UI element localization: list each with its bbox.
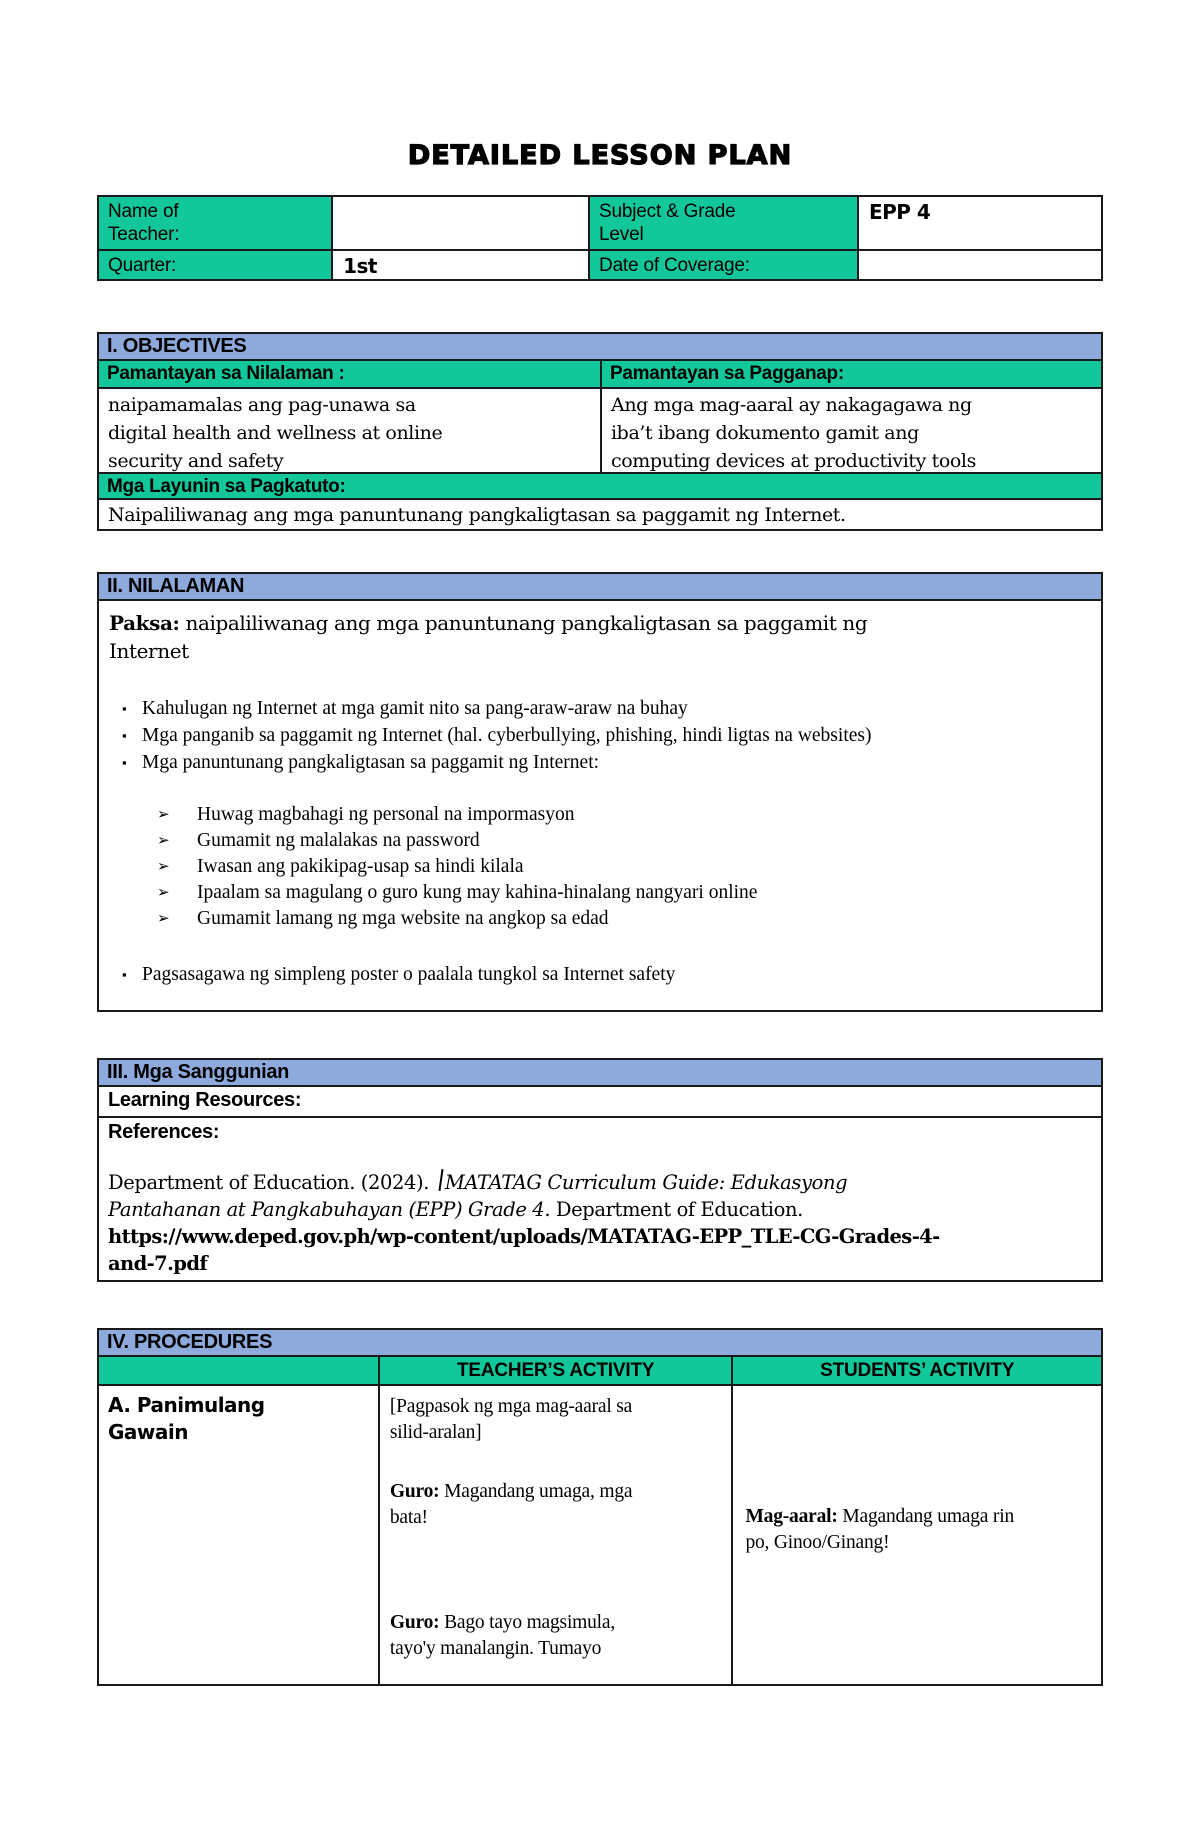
arrow-bullet-icon: ➢ [157,833,170,849]
layunin-header: Mga Layunin sa Pagkatuto: [99,474,1101,498]
stage-direction: [Pagpasok ng mga mag-aaral sa silid-aralan] [389,1396,633,1443]
student-activity-header: STUDENTS’ ACTIVITY [731,1357,1101,1384]
paksa-label: Paksa: [109,611,180,635]
topic-bullet-list [109,695,1091,776]
procedures-section-title: IV. PROCEDURES [99,1330,1101,1355]
arrow-bullet-icon: ➢ [157,807,170,823]
list-item: ➢ Gumamit ng malalakas na password [109,828,1091,854]
references-cell [99,1118,1101,1280]
subject-grade-value: EPP 4 [857,197,1101,249]
procedures-header-row [99,1355,1101,1384]
paksa-paragraph: Paksa: naipaliliwanag ang mga panuntunang pangkaligtasan sa paggamit ng Internet [109,611,868,663]
info-row-2 [99,249,1101,279]
info-row-1 [99,197,1101,249]
list-item: ➢ Iwasan ang pakikipag-usap sa hindi kilala [109,854,1091,880]
teacher-activity-header: TEACHER’S ACTIVITY [378,1357,732,1384]
nilalaman-table [97,572,1103,1012]
list-item: ▪ Pagsasagawa ng simpleng poster o paalala tungkol sa Internet safety [109,961,1091,988]
list-item: ▪ Mga panuntunang pangkaligtasan sa paggamit ng Internet: [109,749,1091,776]
nilalaman-body [99,601,1101,1010]
panimulang-gawain-label: A. Panimulang Gawain [108,1393,265,1444]
objectives-section-title: I. OBJECTIVES [99,334,1101,359]
references-label: References: [108,1121,220,1143]
reference-url: and-7.pdf [108,1252,208,1275]
procedures-table [97,1328,1103,1686]
guro-dialogue-2: Guro: Bago tayo magsimula, tayo'y manalangin. Tumayo [389,1612,616,1659]
pamantayan-nilalaman-header: Pamantayan sa Nilalaman : [99,361,600,387]
objectives-header-row [99,359,1101,387]
info-table [97,195,1103,281]
arrow-bullet-icon: ➢ [157,859,170,875]
subject-grade-label: Subject & Grade Level [588,197,857,249]
arrow-bullet-icon: ➢ [157,911,170,927]
name-of-teacher-label: Name of Teacher: [99,197,331,249]
sanggunian-table [97,1058,1103,1282]
guro-dialogue-1: Guro: Magandang umaga, mga bata! [389,1481,633,1528]
pamantayan-pagganap-body: Ang mga mag-aaral ay nakagagawa ng iba’t ibang dokumento gamit ang computing devices at productivity tools [600,389,1101,472]
date-coverage-value[interactable] [857,251,1101,279]
activity-bullet [109,961,1091,988]
student-activity-cell [731,1386,1101,1684]
list-item: ▪ Kahulugan ng Internet at mga gamit nito sa pang-araw-araw na buhay [109,695,1091,722]
pamantayan-pagganap-header: Pamantayan sa Pagganap: [600,361,1101,387]
teacher-activity-cell [378,1386,732,1684]
list-item: ▪ Mga panganib sa paggamit ng Internet (hal. cyberbullying, phishing, hindi ligtas na websites) [109,722,1091,749]
nilalaman-section-title: II. NILALAMAN [99,574,1101,599]
document-title: DETAILED LESSON PLAN [407,140,793,171]
list-item: ➢ Huwag magbahagi ng personal na impormasyon [109,802,1091,828]
arrow-bullet-icon: ➢ [157,885,170,901]
procedures-blank-header [99,1357,378,1384]
sanggunian-section-title: III. Mga Sanggunian [99,1060,1101,1085]
list-item: ➢ Gumamit lamang ng mga website na angkop sa edad [109,906,1091,932]
square-bullet-icon: ▪ [122,701,127,716]
magaaral-dialogue: Mag-aaral: Magandang umaga rin po, Ginoo/Ginang! [745,1506,1014,1553]
date-coverage-label: Date of Coverage: [588,251,857,279]
procedures-body-row [99,1384,1101,1684]
objectives-table [97,332,1103,531]
square-bullet-icon: ▪ [122,755,127,770]
rules-arrow-list [109,802,1091,932]
objectives-body-row [99,387,1101,472]
list-item: ➢ Ipaalam sa magulang o guro kung may kahina-hinalang nangyari online [109,880,1091,906]
quarter-label: Quarter: [99,251,331,279]
text-cursor [438,1169,443,1191]
pamantayan-nilalaman-body: naipamamalas ang pag-unawa sa digital health and wellness at online security and safety [108,394,443,472]
learning-resources-label: Learning Resources: [108,1089,302,1111]
teacher-name-value[interactable] [331,197,588,249]
square-bullet-icon: ▪ [122,967,127,982]
square-bullet-icon: ▪ [122,728,127,743]
quarter-value: 1st [331,251,588,279]
reference-url: https://www.deped.gov.ph/wp-content/uploads/MATATAG-EPP_TLE-CG-Grades-4- [108,1225,940,1248]
layunin-body: Naipaliliwanag ang mga panuntunang pangkaligtasan sa paggamit ng Internet. [108,504,846,526]
reference-citation: Department of Education. (2024). MATATAG Curriculum Guide: Edukasyong Pantahanan at Pangkabuhayan (EPP) Grade 4. Department of Education. https://www.deped.gov.ph/wp-content/uploads/MATATAG-EPP_TLE-CG-Grades-4- and-7.pdf [108,1169,1087,1277]
